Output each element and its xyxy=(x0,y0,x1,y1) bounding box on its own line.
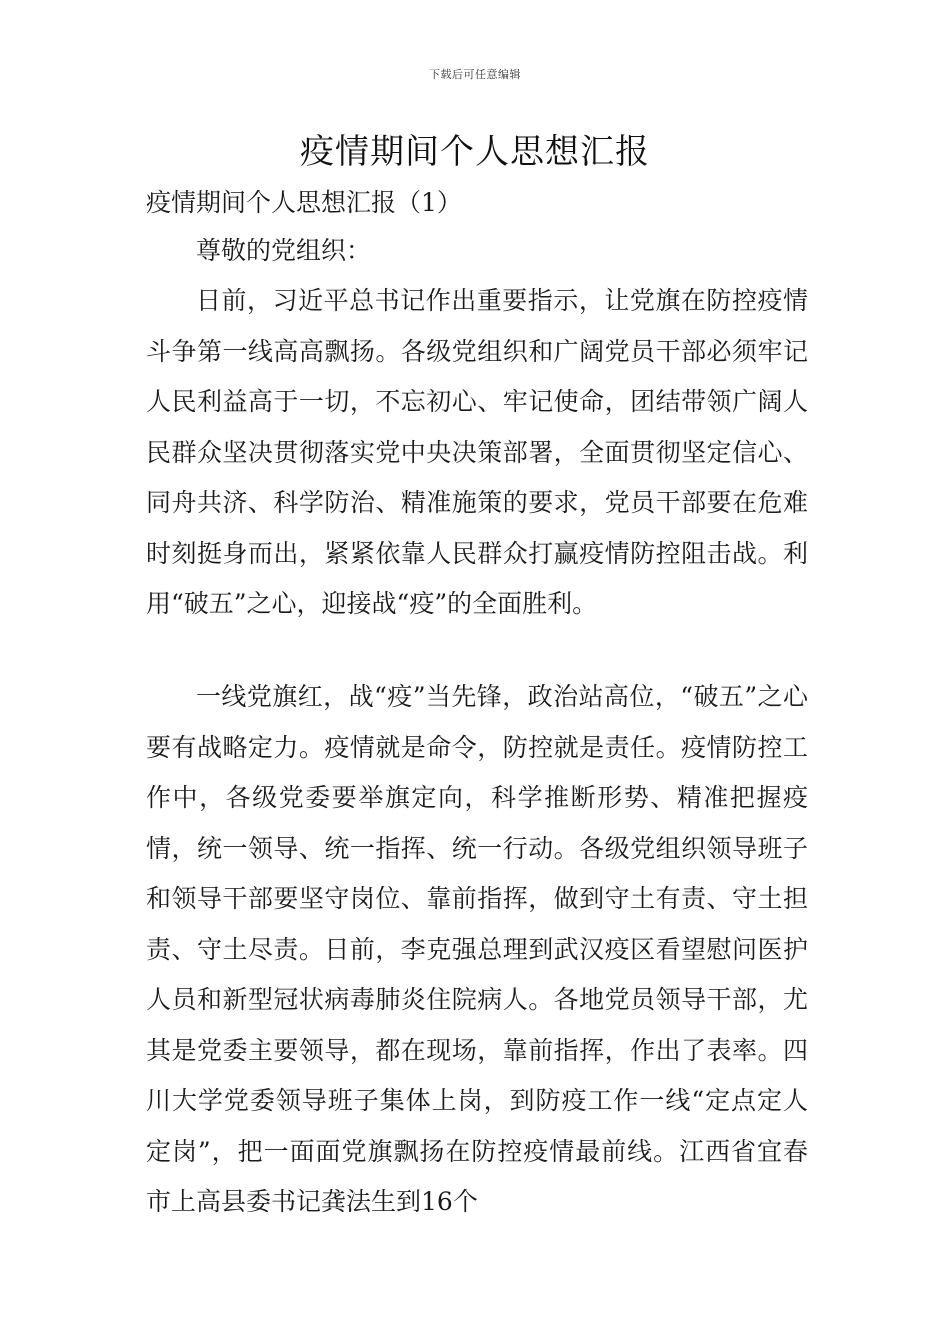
document-title: 疫情期间个人思想汇报 xyxy=(300,132,650,172)
paragraph-2: 一线党旗红，战“疫”当先锋，政治站高位，“破五”之心要有战略定力。疫情就是命令，防控就是责任。疫情防控工作中，各级党委要举旗定向，科学推断形势、精准把握疫情，统一领导、统一指挥、统一行动。各级党组织领导班子和领导干部要坚守岗位、靠前指挥，做到守土有责、守土担责、守土尽责。日前，李克强总理到武汉疫区看望慰问医护人员和新型冠状病毒肺炎住院病人。各地党员领导干部，尤其是党委主要领导，都在现场，靠前指挥，作出了表率。四川大学党委领导班子集体上岗，到防疫工作一线“定点定人定岗”，把一面面党旗飘扬在防控疫情最前线。江西省宜春市上高县委书记龚法生到16个 xyxy=(146,682,808,1216)
document-subtitle: 疫情期间个人思想汇报（1） xyxy=(146,188,462,217)
paragraph-1: 日前，习近平总书记作出重要指示，让党旗在防控疫情斗争第一线高高飘扬。各级党组织和广阔党员干部必须牢记人民利益高于一切，不忘初心、牢记使命，团结带领广阔人民群众坚决贯彻落实党中央决策部署，全面贯彻坚定信心、同舟共济、科学防治、精准施策的要求，党员干部要在危难时刻挺身而出，紧紧依靠人民群众打赢疫情防控阻击战。利用“破五”之心，迎接战“疫”的全面胜利。 xyxy=(146,286,808,618)
salutation: 尊敬的党组织： xyxy=(196,236,372,265)
header-note: 下载后可任意编辑 xyxy=(429,68,521,81)
